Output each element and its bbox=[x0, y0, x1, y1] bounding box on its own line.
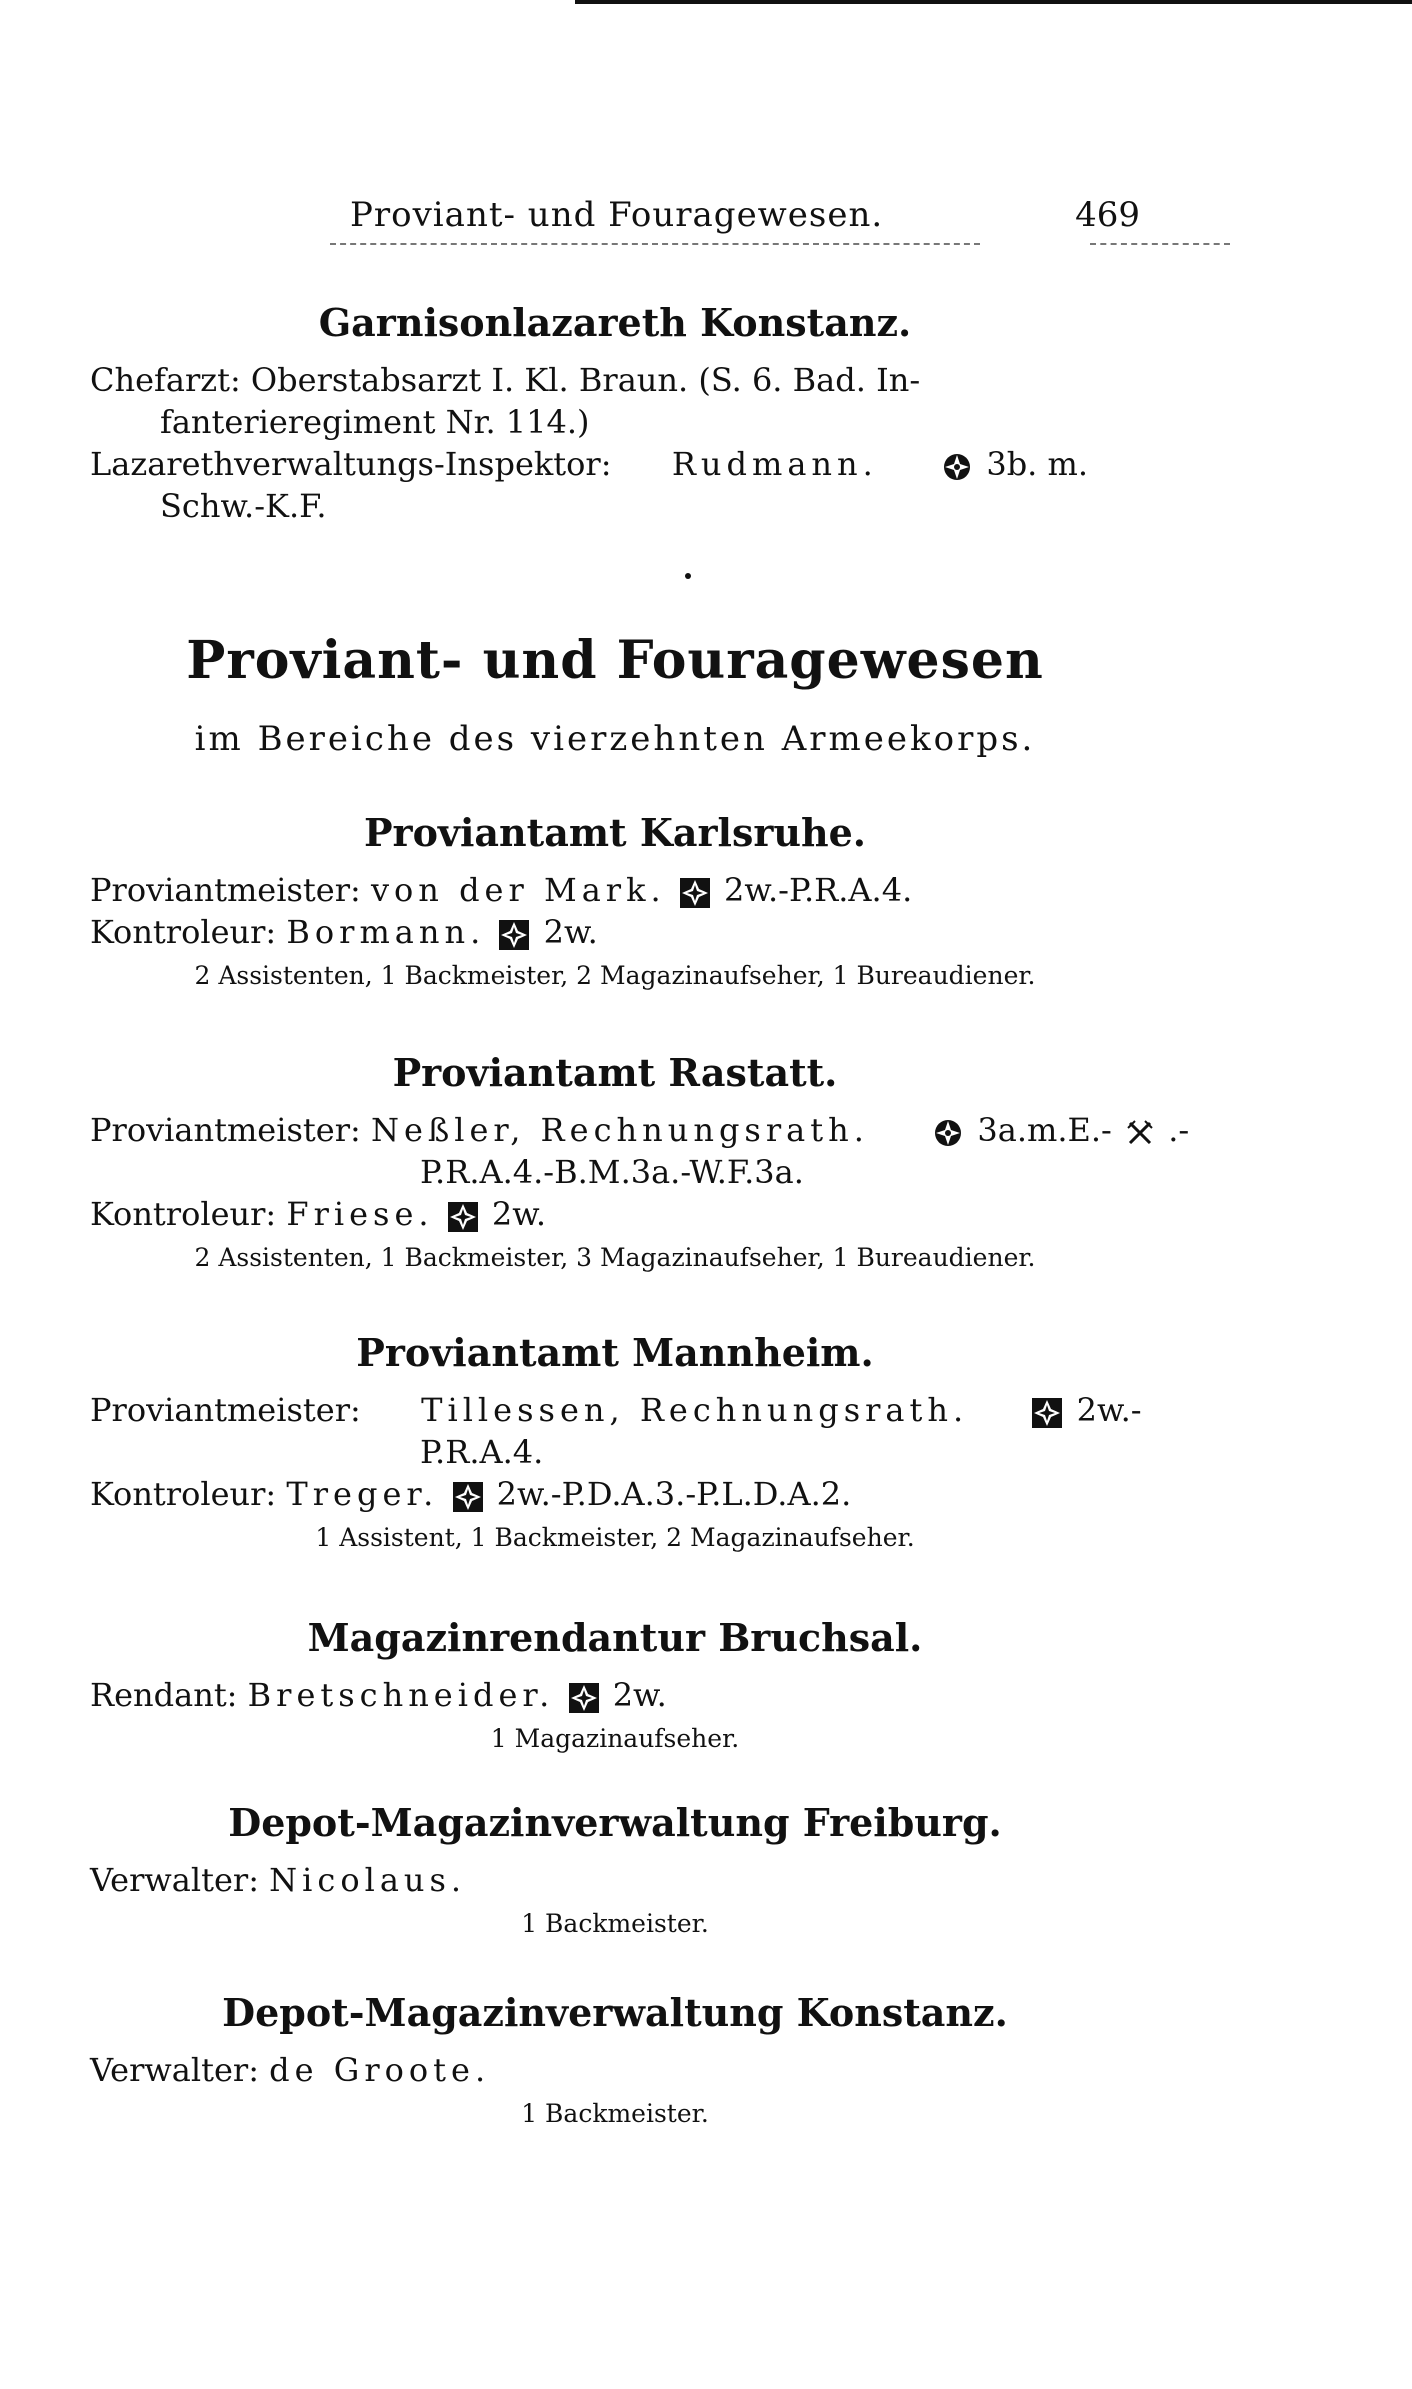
person-name: de Groote. bbox=[269, 2051, 491, 2089]
kontroleur-line bbox=[90, 1473, 1140, 1515]
role-label: Proviantmeister: bbox=[90, 871, 361, 909]
iron-cross-icon bbox=[1032, 1398, 1062, 1428]
main-subtitle: im Bereiche des vierzehnten Armeekorps. bbox=[194, 719, 1036, 759]
role-label: Proviantmeister: bbox=[90, 1391, 361, 1429]
person-name: Friese. bbox=[286, 1195, 434, 1233]
role-label: Kontroleur: bbox=[90, 1475, 277, 1513]
person-name: Bormann. bbox=[286, 913, 486, 951]
rendant-line bbox=[90, 1674, 1140, 1716]
header-rule-right bbox=[1090, 243, 1230, 245]
order-star-icon bbox=[942, 452, 972, 482]
person-name: Bretschneider. bbox=[247, 1676, 555, 1714]
iron-cross-icon bbox=[680, 878, 710, 908]
role-label: Kontroleur: bbox=[90, 913, 277, 951]
main-section bbox=[90, 630, 1140, 759]
section-heading: Proviantamt Rastatt. bbox=[392, 1050, 838, 1095]
staff-line: 1 Magazinaufseher. bbox=[490, 1724, 740, 1753]
section-heading: Magazinrendantur Bruchsal. bbox=[307, 1615, 923, 1660]
order-text: Schw.-K.F. bbox=[160, 487, 327, 525]
chefarzt-line: Chefarzt: Oberstabsarzt I. Kl. Braun. (S. 6. Bad. In- bbox=[90, 361, 921, 399]
section-konstanz bbox=[90, 1990, 1140, 2128]
header-rule bbox=[330, 243, 980, 245]
section-heading: Garnisonlazareth Konstanz. bbox=[318, 300, 912, 345]
running-header-title: Proviant- und Fouragewesen. bbox=[350, 195, 884, 235]
order-text: 3b. m. bbox=[986, 445, 1089, 483]
verwalter-line bbox=[90, 2049, 1140, 2091]
order-text: .- bbox=[1168, 1111, 1190, 1149]
proviantmeister-line-cont: P.R.A.4.-B.M.3a.-W.F.3a. bbox=[420, 1153, 804, 1191]
person-name: Neßler, Rechnungsrath. bbox=[370, 1111, 869, 1149]
order-text: 2w. bbox=[612, 1676, 667, 1714]
iron-cross-icon bbox=[453, 1482, 483, 1512]
section-freiburg bbox=[90, 1800, 1140, 1938]
section-bruchsal bbox=[90, 1615, 1140, 1753]
person-name: Treger. bbox=[286, 1475, 439, 1513]
person-name: von der Mark. bbox=[370, 871, 666, 909]
section-rastatt bbox=[90, 1050, 1190, 1272]
staff-line: 2 Assistenten, 1 Backmeister, 2 Magazinaufseher, 1 Bureaudiener. bbox=[194, 961, 1036, 990]
section-garnisonlazareth bbox=[90, 300, 1140, 527]
order-text: 2w. bbox=[543, 913, 598, 951]
top-rule bbox=[575, 0, 1412, 4]
main-title: Proviant- und Fouragewesen bbox=[186, 630, 1044, 691]
section-karlsruhe bbox=[90, 810, 1140, 990]
role-label: Verwalter: bbox=[90, 1861, 259, 1899]
order-text: 2w.- bbox=[1076, 1391, 1142, 1429]
role-label: Rendant: bbox=[90, 1676, 238, 1714]
iron-cross-icon bbox=[448, 1202, 478, 1232]
iron-cross-icon bbox=[499, 920, 529, 950]
section-heading: Proviantamt Karlsruhe. bbox=[363, 810, 867, 855]
running-header bbox=[90, 195, 1140, 255]
role-label: Verwalter: bbox=[90, 2051, 259, 2089]
inspektor-line-cont bbox=[90, 485, 1140, 527]
inspektor-line bbox=[90, 443, 1140, 485]
iron-cross-icon bbox=[569, 1683, 599, 1713]
staff-line: 1 Backmeister. bbox=[521, 2099, 709, 2128]
person-name: Nicolaus. bbox=[269, 1861, 467, 1899]
verwalter-line bbox=[90, 1859, 1140, 1901]
page-number: 469 bbox=[1075, 195, 1140, 235]
crossed-swords-icon bbox=[1126, 1119, 1154, 1147]
section-heading: Proviantamt Mannheim. bbox=[356, 1330, 874, 1375]
section-heading: Depot-Magazinverwaltung Konstanz. bbox=[222, 1990, 1008, 2035]
proviantmeister-line-cont: P.R.A.4. bbox=[420, 1433, 544, 1471]
staff-line: 1 Backmeister. bbox=[521, 1909, 709, 1938]
staff-line: 2 Assistenten, 1 Backmeister, 3 Magazinaufseher, 1 Bureaudiener. bbox=[194, 1243, 1036, 1272]
role-label: Lazarethverwaltungs-Inspektor: bbox=[90, 445, 612, 483]
person-name: Rudmann. bbox=[671, 445, 878, 483]
kontroleur-line bbox=[90, 1193, 1140, 1235]
person-name: Tillessen, Rechnungsrath. bbox=[421, 1391, 969, 1429]
order-text: 3a.m.E.- bbox=[977, 1111, 1112, 1149]
order-text: 2w. bbox=[491, 1195, 547, 1233]
separator-dot bbox=[685, 573, 691, 579]
order-text: 2w.-P.R.A.4. bbox=[724, 871, 913, 909]
section-heading: Depot-Magazinverwaltung Freiburg. bbox=[228, 1800, 1002, 1845]
order-text: 2w.-P.D.A.3.-P.L.D.A.2. bbox=[496, 1475, 852, 1513]
role-label: Proviantmeister: bbox=[90, 1111, 361, 1149]
staff-line: 1 Assistent, 1 Backmeister, 2 Magazinaufseher. bbox=[315, 1523, 915, 1552]
chefarzt-line-cont: fanterieregiment Nr. 114.) bbox=[160, 403, 590, 441]
order-star-icon bbox=[933, 1118, 963, 1148]
proviantmeister-line bbox=[90, 1109, 1190, 1151]
kontroleur-line bbox=[90, 911, 1140, 953]
proviantmeister-line bbox=[90, 1389, 1140, 1431]
proviantmeister-line bbox=[90, 869, 1140, 911]
section-mannheim bbox=[90, 1330, 1140, 1552]
role-label: Kontroleur: bbox=[90, 1195, 277, 1233]
